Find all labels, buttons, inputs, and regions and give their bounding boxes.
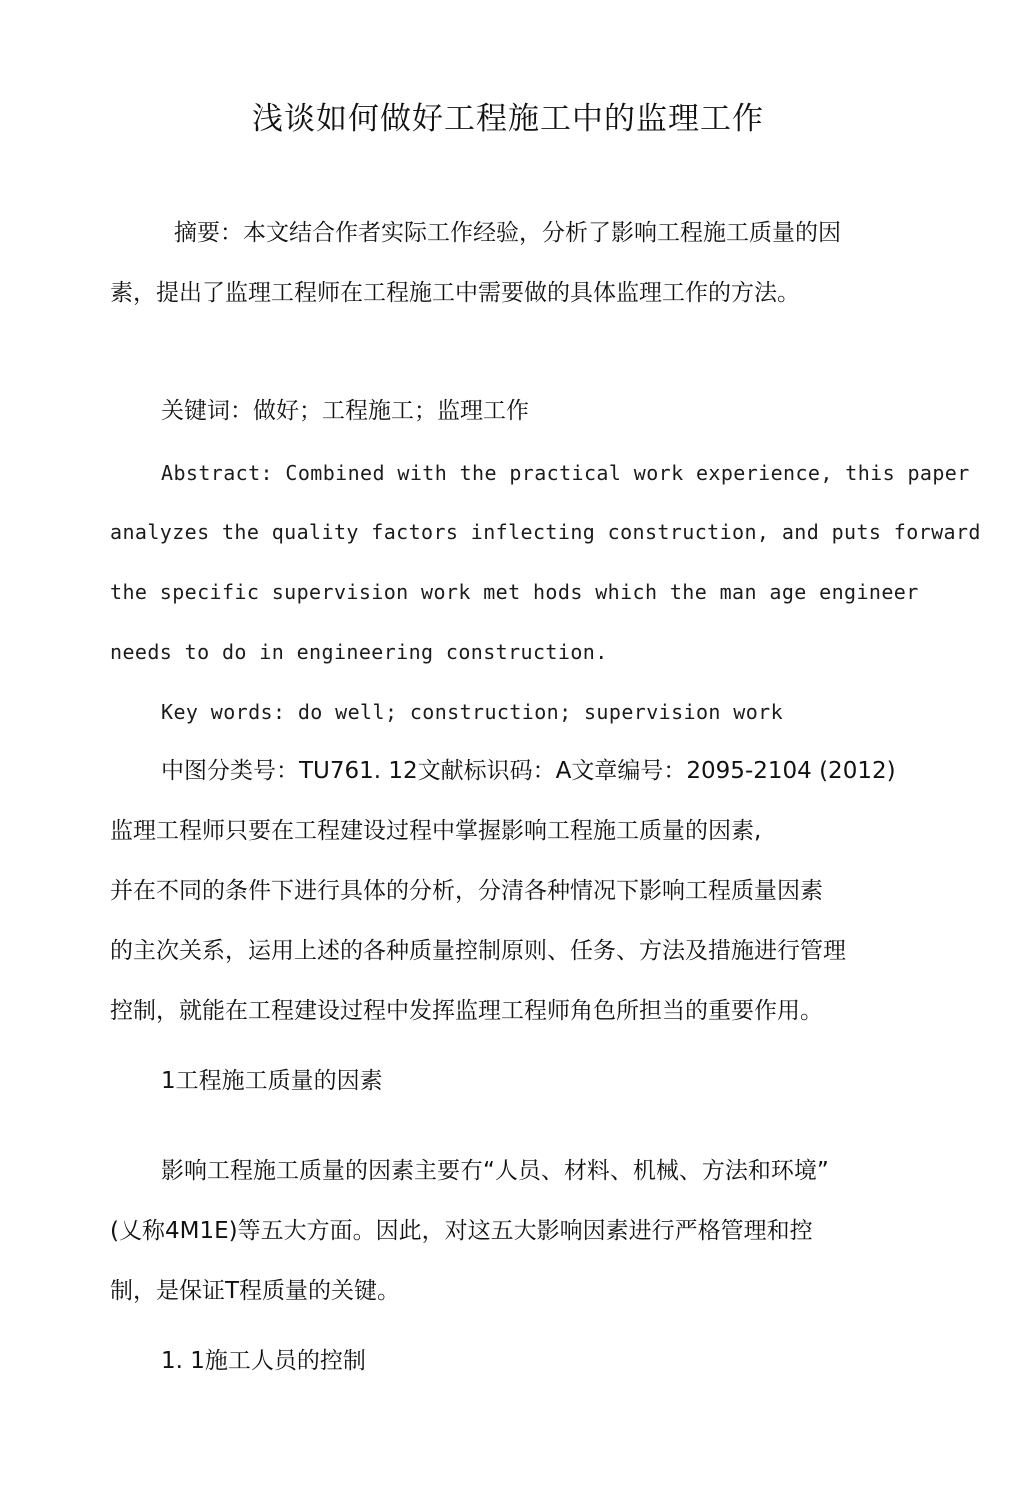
document-title: 浅谈如何做好工程施工中的监理工作 [252,101,764,137]
section-1-heading: 1工程施工质量的因素 [161,1068,383,1094]
abstract-cn-line-2: 素，提出了监理工程师在工程施工中需要做的具体监理工作的方法。 [110,280,800,306]
section-1-1-heading: 1. 1施工人员的控制 [161,1348,366,1374]
intro-line-4: 控制，就能在工程建设过程中发挥监理工程师角色所担当的重要作用。 [110,998,823,1024]
keywords-cn: 关键词：做好；工程施工；监理工作 [161,398,529,424]
abstract-cn-line-1: 摘要：本文结合作者实际工作经验，分析了影响工程施工质量的因 [174,220,841,246]
abstract-en-line-1: Abstract: Combined with the practical work experience, this paper [161,461,970,485]
section-1-body-line-3: 制，是保证T程质量的关键。 [110,1278,401,1304]
intro-line-3: 的主次关系，运用上述的各种质量控制原则、任务、方法及措施进行管理 [110,938,846,964]
abstract-en-line-4: needs to do in engineering construction. [110,640,608,664]
keywords-en: Key words: do well; construction; supervision work [161,700,784,724]
intro-line-1: 监理工程师只要在工程建设过程中掌握影响工程施工质量的因素, [110,818,762,844]
classification-line: 中图分类号：TU761. 12文献标识码：A文章编号：2095-2104 (2012) [161,758,896,784]
abstract-en-line-2: analyzes the quality factors inflecting construction, and puts forward [110,520,981,544]
intro-line-2: 并在不同的条件下进行具体的分析，分清各种情况下影响工程质量因素 [110,878,823,904]
abstract-en-line-3: the specific supervision work met hods which the man age engineer [110,580,919,604]
section-1-body-line-1: 影响工程施工质量的因素主要冇“人员、材料、机械、方法和环境” [161,1158,829,1184]
section-1-body-line-2: (乂称4M1E)等五大方面。因此，对这五大影响因素进行严格管理和控 [110,1218,813,1244]
